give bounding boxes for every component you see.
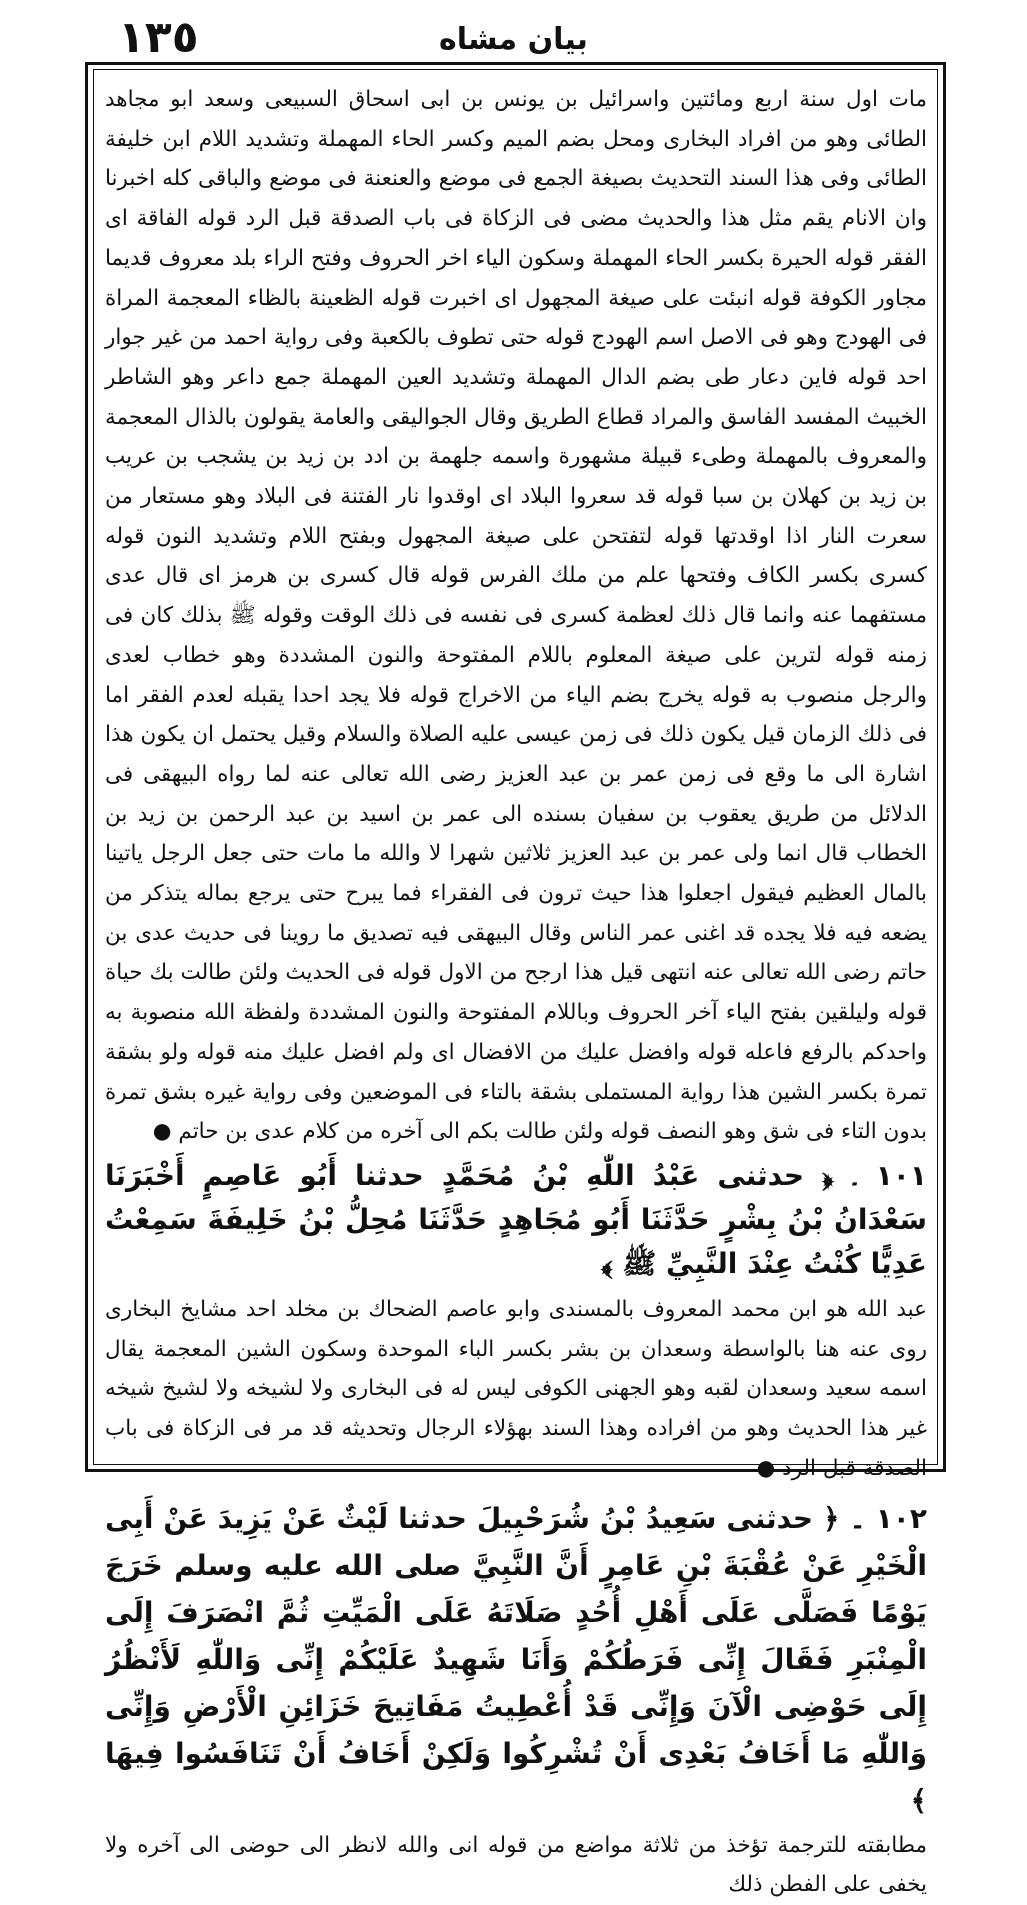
- running-header: بيان مشاه: [439, 22, 588, 57]
- commentary-paragraph: مطابقته للترجمة تؤخذ من ثلاثة مواضع من قوله انى والله لانظر الى حوضى الى آخره ولا يخفى على الفطن ذلك: [105, 1832, 927, 1898]
- page-body: [105, 80, 927, 1898]
- hadith-101: ١٠١ ۔ ﴿ حدثنى عَبْدُ اللّٰهِ بْنُ مُحَمَّدٍ حدثنا أَبُو عَاصِمٍ أَخْبَرَنَا سَعْدَانُ بْنُ بِشْرٍ حَدَّثَنَا أَبُو مُجَاهِدٍ حَدَّثَنَا مُحِلُّ بْنُ خَلِيفَةَ سَمِعْتُ عَدِيًّا كُنْتُ عِنْدَ النَّبِيِّ ﷺ ﴾: [105, 1158, 927, 1280]
- commentary-paragraph: مات اول سنة اربع ومائتين واسرائيل بن يونس بن ابى اسحاق السبيعى وسعد ابو مجاهد الطائى وهو من افراد البخارى ومحل بضم الميم وكسر الحاء المهملة وتشديد اللام ابن خليفة الطائى وفى هذا السند التحديث بصيغة الجمع فى موضع والعنعنة فى موضع والباقى كله اخبرنا وان الانام يقم مثل هذا والحديث مضى فى الزكاة فى باب الصدقة قبل الرد قوله الفاقة اى الفقر قوله الحيرة بكسر الحاء المهملة وسكون الياء اخر الحروف وفتح الراء بلد معروف قديما مجاور الكوفة قوله انبئت على صيغة المجهول اى اخبرت قوله الظعينة بالظاء المعجمة المراة فى الهودج وهو فى الاصل اسم الهودج قوله حتى تطوف بالكعبة وفى رواية احمد من غير جوار احد قوله فاين دعار طى بضم الدال المهملة وتشديد العين المهملة جمع داعر وهو الشاطر الخبيث المفسد الفاسق والمراد قطاع الطريق وقال الجواليقى والعامة يقولون بالذال المعجمة والمعروف بالمهملة وطىء قبيلة مشهورة واسمه جلهمة بن ادد بن زيد بن يشجب بن عريب بن زيد بن كهلان بن سبا قوله قد سعروا البلاد اى اوقدوا نار الفتنة فى البلاد وهو مستعار من سعرت النار اذا اوقدتها قوله لتفتحن على صيغة المجهول وبفتح اللام وتشديد النون قوله كسرى بكسر الكاف وفتحها علم من ملك الفرس قوله قال كسرى بن هرمز اى قال عدى مستفهما عنه وانما قال ذلك لعظمة كسرى فى نفسه فى ذلك الوقت وقوله ﷺ بذلك كان فى زمنه قوله لترين على صيغة المعلوم باللام المفتوحة والنون المشددة وهو خطاب لعدى والرجل منصوب به قوله يخرج بضم الياء من الاخراج قوله فلا يجد احدا يقبله لعدم الفقر اما فى ذلك الزمان قيل يكون ذلك فى زمن عيسى عليه الصلاة والسلام وقيل يحتمل ان يكون هذا اشارة الى ما وقع فى زمن عمر بن عبد العزيز رضى الله تعالى عنه لما رواه البيهقى فى الدلائل من طريق يعقوب بن سفيان بسنده الى عمر بن اسيد بن عبد الرحمن بن زيد بن الخطاب قال انما ولى عمر بن عبد العزيز ثلاثين شهرا لا والله ما مات حتى جعل الرجل ياتينا بالمال العظيم فيقول اجعلوا هذا حيث ترون فى الفقراء فما يبرح حتى يرجع بماله يتذكر من يضعه فيه فلا يجده قد اغنى عمر الناس وقال البيهقى فيه تصديق ما روينا فى حديث عدى بن حاتم رضى الله تعالى عنه انتهى قيل هذا ارجح من الاول قوله فى الحديث ولئن طالت بك حياة قوله وليلقين بفتح الياء آخر الحروف وباللام المفتوحة والنون المشددة ولفظة الله منصوبة به واحدكم بالرفع فاعله قوله وافضل عليك من الافضال اى ولم افضل عليك منه قوله ولو بشقة تمرة بكسر الشين هذا رواية المستملى بشقة بالتاء فى الموضعين وفى رواية غيره بشق تمرة بدون التاء فى شق وهو النصف قوله ولئن طالت بكم الى آخره من كلام عدى بن حاتم ●: [105, 87, 927, 1145]
- page-number: ١٣٥: [118, 12, 199, 63]
- hadith-102: ١٠٢ ۔ ﴿ حدثنى سَعِيدُ بْنُ شُرَحْبِيلَ حدثنا لَيْثٌ عَنْ يَزِيدَ عَنْ أَبِى الْخَيْرِ عَنْ عُقْبَةَ بْنِ عَامِرٍ أَنَّ النَّبِيَّ صلى الله عليه وسلم خَرَجَ يَوْمًا فَصَلَّى عَلَى أَهْلِ أُحُدٍ صَلَاتَهُ عَلَى الْمَيِّتِ ثُمَّ انْصَرَفَ إِلَى الْمِنْبَرِ فَقَالَ إِنِّى فَرَطُكُمْ وَأَنَا شَهِيدٌ عَلَيْكُمْ إِنِّى وَاللّٰهِ لَأَنْظُرُ إِلَى حَوْضِى الْآنَ وَإِنِّى قَدْ أُعْطِيتُ مَفَاتِيحَ خَزَائِنِ الْأَرْضِ وَإِنِّى وَاللّٰهِ مَا أَخَافُ بَعْدِى أَنْ تُشْرِكُوا وَلَكِنْ أَخَافُ أَنْ تَنَافَسُوا فِيهَا ﴾: [105, 1501, 927, 1817]
- commentary-paragraph: عبد الله هو ابن محمد المعروف بالمسندى وابو عاصم الضحاك بن مخلد احد مشايخ البخارى روى عنه هنا بالواسطة وسعدان بن بشر بكسر الباء الموحدة وسكون الشين المعجمة يقال اسمه سعيد وسعدان لقبه وهو الجهنى الكوفى ليس له فى البخارى ولا لشيخه ولا لشيخ شيخه غير هذا الحديث وهو من افراده وهذا السند بهؤلاء الرجال وتحديثه قد مر فى الزكاة فى باب الصدقة قبل الرد ●: [105, 1296, 927, 1481]
